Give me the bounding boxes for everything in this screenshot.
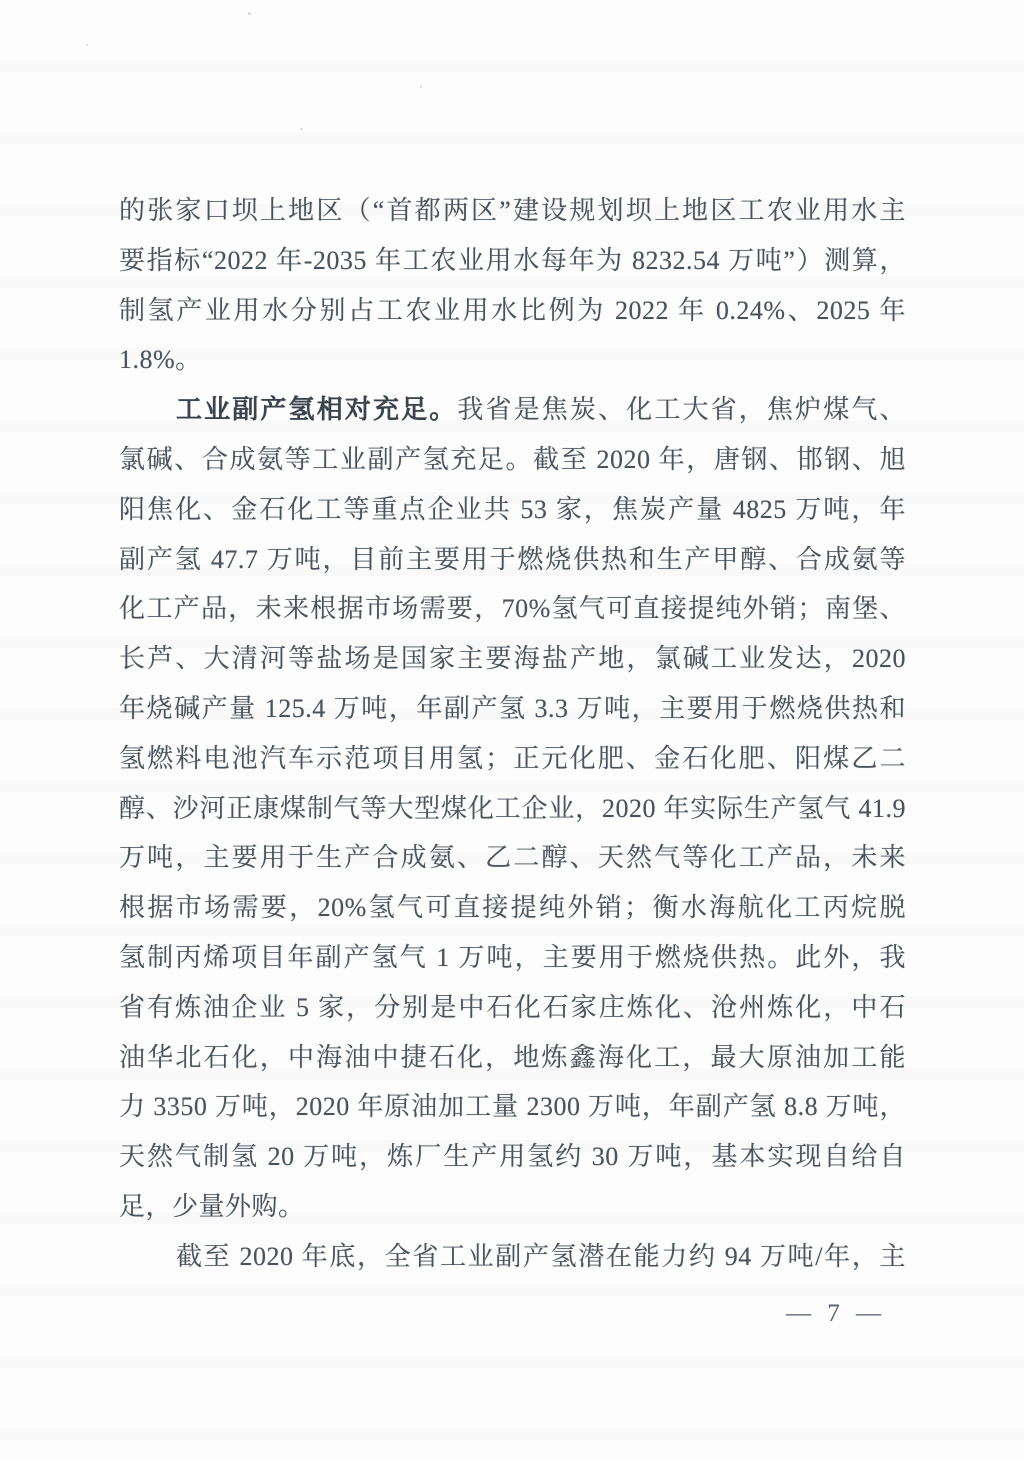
bold-lead-in: 工业副产氢相对充足。 bbox=[176, 395, 458, 425]
text-line: 油华北石化，中海油中捷石化，地炼鑫海化工，最大原油加工能 bbox=[119, 1042, 906, 1072]
text-line: 化工产品，未来根据市场需要，70%氢气可直接提纯外销；南堡、 bbox=[119, 594, 906, 624]
text-line: 阳焦化、金石化工等重点企业共 53 家，焦炭产量 4825 万吨，年 bbox=[119, 494, 906, 524]
text-line-paragraph-start bbox=[119, 385, 906, 435]
scan-speckle bbox=[300, 128, 303, 130]
text-line: 制氢产业用水分别占工农业用水比例为 2022 年 0.24%、2025 年 bbox=[119, 295, 906, 325]
text-line: 氯碱、合成氨等工业副产氢充足。截至 2020 年，唐钢、邯钢、旭 bbox=[119, 444, 906, 474]
text-line: 长芦、大清河等盐场是国家主要海盐产地，氯碱工业发达，2020 bbox=[119, 644, 906, 674]
text-line: 副产氢 47.7 万吨，目前主要用于燃烧供热和生产甲醇、合成氨等 bbox=[119, 544, 906, 574]
text-line: 年烧碱产量 125.4 万吨，年副产氢 3.3 万吨，主要用于燃烧供热和 bbox=[119, 693, 906, 723]
text-line-paragraph-end: 足，少量外购。 bbox=[119, 1191, 305, 1221]
text-line: 万吨，主要用于生产合成氨、乙二醇、天然气等化工产品，未来 bbox=[119, 843, 906, 873]
text-line: 根据市场需要，20%氢气可直接提纯外销；衡水海航化工丙烷脱 bbox=[119, 893, 906, 923]
text-line-rest: 我省是焦炭、化工大省，焦炉煤气、 bbox=[457, 395, 906, 425]
scan-speckle bbox=[86, 44, 88, 46]
text-line-paragraph-start: 截至 2020 年底，全省工业副产氢潜在能力约 94 万吨/年，主 bbox=[176, 1241, 906, 1271]
scan-speckle bbox=[248, 12, 251, 15]
text-line: 要指标“2022 年-2035 年工农业用水每年为 8232.54 万吨”）测算， bbox=[119, 245, 906, 275]
page-number: — 7 — bbox=[786, 1300, 886, 1327]
text-line: 醇、沙河正康煤制气等大型煤化工企业，2020 年实际生产氢气 41.9 bbox=[119, 793, 906, 823]
text-line: 氢制丙烯项目年副产氢气 1 万吨，主要用于燃烧供热。此外，我 bbox=[119, 942, 906, 972]
text-line: 力 3350 万吨，2020 年原油加工量 2300 万吨，年副产氢 8.8 万吨， bbox=[119, 1092, 906, 1122]
text-line: 1.8%。 bbox=[119, 345, 202, 375]
text-line: 省有炼油企业 5 家，分别是中石化石家庄炼化、沧州炼化，中石 bbox=[119, 992, 906, 1022]
text-line: 氢燃料电池汽车示范项目用氢；正元化肥、金石化肥、阳煤乙二 bbox=[119, 743, 906, 773]
text-line: 的张家口坝上地区（“首都两区”建设规划坝上地区工农业用水主 bbox=[119, 196, 906, 225]
body-text-block bbox=[119, 186, 906, 1282]
text-line: 天然气制氢 20 万吨，炼厂生产用氢约 30 万吨，基本实现自给自 bbox=[119, 1142, 906, 1172]
scan-speckle bbox=[420, 85, 422, 88]
